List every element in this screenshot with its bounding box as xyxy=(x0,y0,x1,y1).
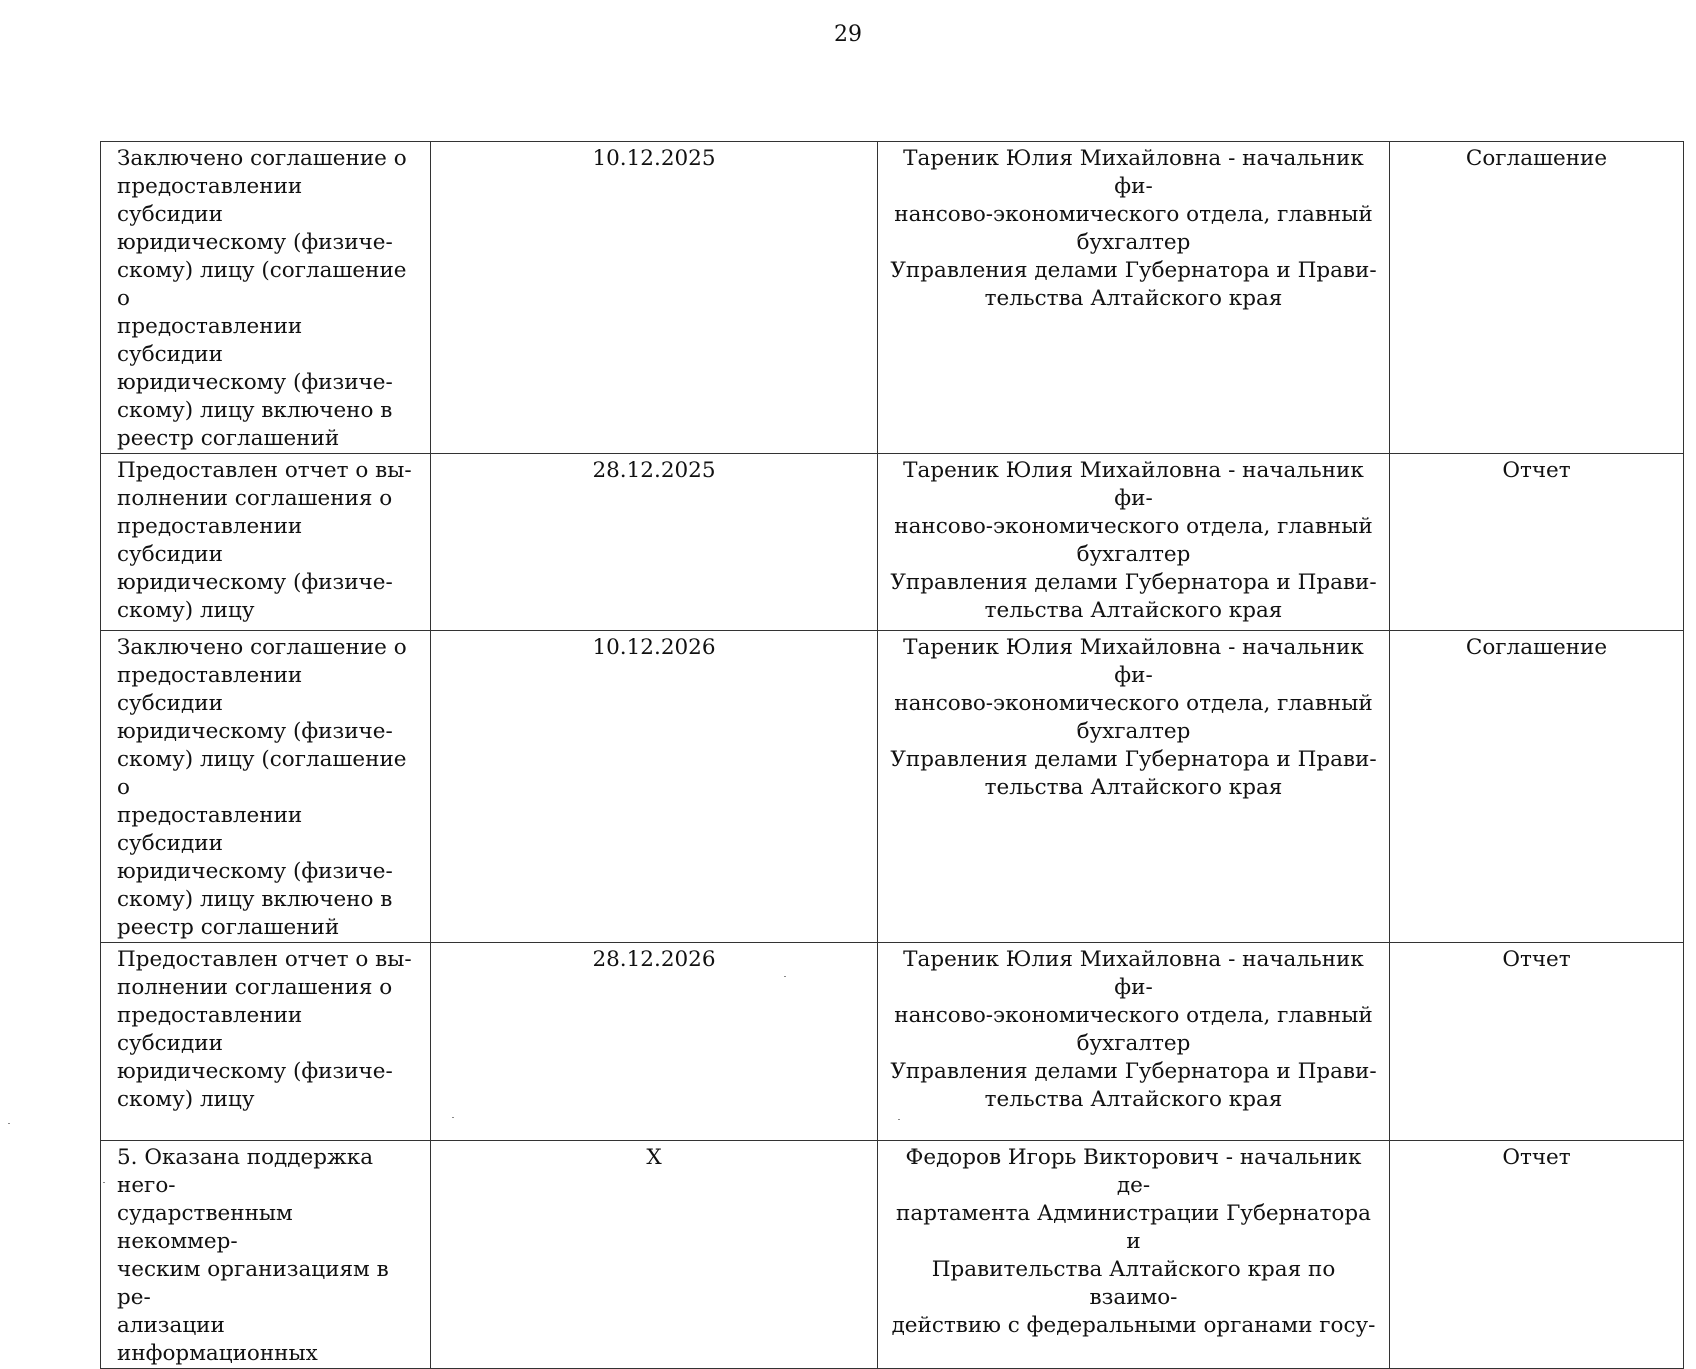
event-description-cell: Предоставлен отчет о вы- полнении соглашения о предоставлении субсидии юридическому (физиче- скому) лицу xyxy=(101,454,431,631)
deadline-date-cell: 28.12.2026 xyxy=(431,943,878,1141)
document-type-cell: Соглашение xyxy=(1390,142,1684,454)
scan-speck xyxy=(898,1119,900,1120)
table-row xyxy=(101,1141,1684,1369)
responsible-person-cell: Тареник Юлия Михайловна - начальник фи- нансово-экономического отдела, главный бухгалтер Управления делами Губернатора и Прави- тельства Алтайского края xyxy=(878,142,1390,454)
document-type-cell: Отчет xyxy=(1390,1141,1684,1369)
scan-speck xyxy=(103,1182,105,1183)
responsible-person-cell: Федоров Игорь Викторович - начальник де- партамента Администрации Губернатора и Правительства Алтайского края по взаимо- действию с федеральными органами госу- xyxy=(878,1141,1390,1369)
deadline-date-cell: 10.12.2026 xyxy=(431,631,878,943)
event-description-cell: Заключено соглашение о предоставлении субсидии юридическому (физиче- скому) лицу (соглашение о предоставлении субсидии юридическому (физиче- скому) лицу включено в реестр соглашений xyxy=(101,142,431,454)
scan-speck xyxy=(8,1123,10,1124)
scan-speck xyxy=(452,1117,454,1118)
responsible-person-cell: Тареник Юлия Михайловна - начальник фи- нансово-экономического отдела, главный бухгалтер Управления делами Губернатора и Прави- тельства Алтайского края xyxy=(878,631,1390,943)
responsible-person-cell: Тареник Юлия Михайловна - начальник фи- нансово-экономического отдела, главный бухгалтер Управления делами Губернатора и Прави- тельства Алтайского края xyxy=(878,943,1390,1141)
document-type-cell: Отчет xyxy=(1390,943,1684,1141)
table-row xyxy=(101,454,1684,631)
responsible-person-cell: Тареник Юлия Михайловна - начальник фи- нансово-экономического отдела, главный бухгалтер Управления делами Губернатора и Прави- тельства Алтайского края xyxy=(878,454,1390,631)
scan-speck xyxy=(784,976,786,977)
table-row xyxy=(101,943,1684,1141)
deadline-date-cell: 28.12.2025 xyxy=(431,454,878,631)
event-description-cell: Заключено соглашение о предоставлении субсидии юридическому (физиче- скому) лицу (соглашение о предоставлении субсидии юридическому (физиче- скому) лицу включено в реестр соглашений xyxy=(101,631,431,943)
table-row xyxy=(101,631,1684,943)
event-description-cell: Предоставлен отчет о вы- полнении соглашения о предоставлении субсидии юридическому (физиче- скому) лицу xyxy=(101,943,431,1141)
document-type-cell: Соглашение xyxy=(1390,631,1684,943)
schedule-table xyxy=(100,141,1684,1369)
document-type-cell: Отчет xyxy=(1390,454,1684,631)
event-description-cell: 5. Оказана поддержка него- сударственным некоммер- ческим организациям в ре- ализации информационных xyxy=(101,1141,431,1369)
page-number: 29 xyxy=(834,22,862,47)
deadline-date-cell: X xyxy=(431,1141,878,1369)
deadline-date-cell: 10.12.2025 xyxy=(431,142,878,454)
table-row xyxy=(101,142,1684,454)
